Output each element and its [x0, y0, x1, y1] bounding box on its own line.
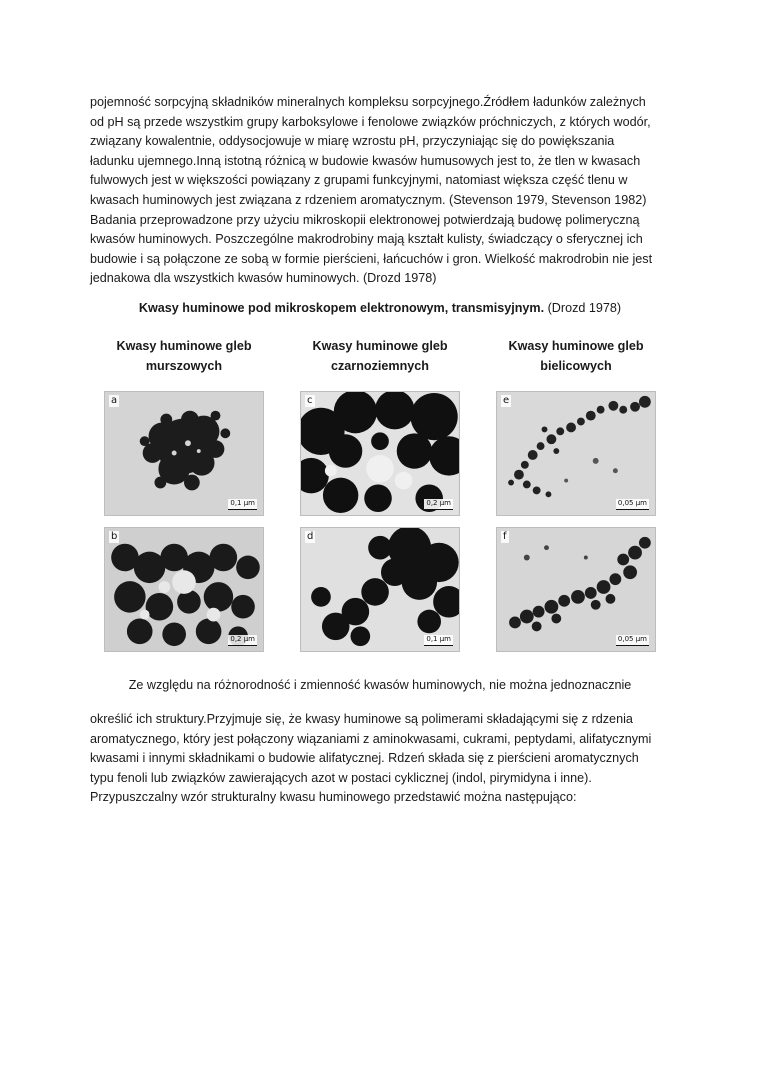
paragraph-structure: [90, 710, 680, 808]
figure-caption-reference: (Drozd 1978): [544, 301, 622, 315]
micrograph-c-image: [301, 392, 459, 515]
micrograph-c: [300, 391, 460, 516]
figure-caption: [60, 299, 700, 318]
text-line: typu fenoli lub związków zawierających azot w postaci cyklicznej (indol, pirymidyna i inne).: [90, 770, 592, 785]
text-line: ładunku ujemnego.Inną istotną różnicą w budowie kwasów humusowych jest to, że tlen w kwasach: [90, 153, 641, 168]
micrograph-b: [104, 527, 264, 652]
paragraph-intro: [90, 93, 680, 289]
micrograph-e: [496, 391, 656, 516]
text-line: kwasów huminowych. Poszczególne makrodrobiny mają kształt kulisty, świadczący o sferycznej ich: [90, 232, 643, 247]
micrograph-f: [496, 527, 656, 652]
column-heading-line: Kwasy huminowe gleb: [116, 339, 252, 353]
column-heading-line: Kwasy huminowe gleb: [312, 339, 448, 353]
micrograph-scale-bar: 0,2 µm: [228, 635, 257, 646]
text-line: budowie i są połączone ze sobą w formie pierścieni, łańcuchów i gron. Wielkość makrodrobin nie jest: [90, 251, 653, 266]
text-line: określić ich struktury.Przyjmuje się, że kwasy huminowe są polimerami składającymi się z rdzenia: [90, 712, 633, 726]
text-line: związany kowalentnie, oddysocjowuje w miarę wzrostu pH, przyczyniając się do powiększania: [90, 134, 615, 149]
text-line: Badania przeprowadzone przy użyciu mikroskopii elektronowej potwierdzają budowę polimeryczną: [90, 212, 640, 227]
micrograph-b-image: [105, 528, 263, 651]
column-heading-line: czarnoziemnych: [331, 359, 429, 373]
micrograph-panel-label: e: [503, 395, 510, 406]
text-line: aromatycznego, który jest połączony wiązaniami z aminokwasami, cukrami, peptydami, alifatycznymi: [90, 731, 652, 746]
micrograph-panel-label: d: [307, 531, 314, 542]
text-line: fulwowych jest w większości powiązany z grupami funkcyjnymi, natomiast większa część tlenu w: [90, 173, 628, 188]
text-line: jednakowa dla wszystkich kwasów huminowych. (Drozd 1978): [90, 271, 437, 286]
column-heading-line: murszowych: [145, 359, 223, 373]
text-line: kwasach huminowych jest związana z rdzeniem aromatycznym. (Stevenson 1979, Stevenson 1982): [90, 192, 647, 207]
micrograph-a: [104, 391, 264, 516]
micrograph-d-image: [301, 528, 459, 651]
text-line: pojemność sorpcyjną składników mineralnych kompleksu sorpcyjnego.Źródłem ładunków zależnych: [90, 95, 646, 109]
micrograph-d: [300, 527, 460, 652]
micrograph-panel-label: a: [111, 395, 118, 406]
micrograph-scale-bar: 0,2 µm: [424, 499, 453, 510]
text-line: kwasami i innymi składnikami o budowie alifatycznej. Rdzeń składa się z pierścieni aromatycznych: [90, 751, 639, 766]
micrograph-scale-bar: 0,1 µm: [424, 635, 453, 646]
column-heading-murszowych: [84, 336, 284, 376]
column-heading-line: Kwasy huminowe gleb: [508, 339, 644, 353]
column-heading-line: bielicowych: [540, 359, 612, 373]
text-line: od pH są przede wszystkim grupy karboksylowe i fenolowe związków próchniczych, z których wodór,: [90, 114, 651, 129]
micrograph-scale-bar: 0,1 µm: [228, 499, 257, 510]
micrograph-a-image: [105, 392, 263, 515]
column-heading-bielicowych: [476, 336, 676, 376]
micrograph-scale-bar: 0,05 µm: [616, 499, 649, 510]
text-line: Przypuszczalny wzór strukturalny kwasu huminowego przedstawić można następująco:: [90, 790, 577, 805]
micrograph-panel-label: b: [111, 531, 118, 542]
micrograph-panel-label: c: [307, 395, 313, 406]
micrograph-panel-label: f: [503, 531, 507, 542]
micrograph-scale-bar: 0,05 µm: [616, 635, 649, 646]
micrograph-f-image: [497, 528, 655, 651]
figure-caption-title: Kwasy huminowe pod mikroskopem elektronowym, transmisyjnym.: [138, 301, 545, 315]
centered-sentence: Ze względu na różnorodność i zmienność kwasów huminowych, nie można jednoznacznie: [128, 678, 632, 692]
micrograph-e-image: [497, 392, 655, 515]
column-heading-czarnoziemnych: [280, 336, 480, 376]
